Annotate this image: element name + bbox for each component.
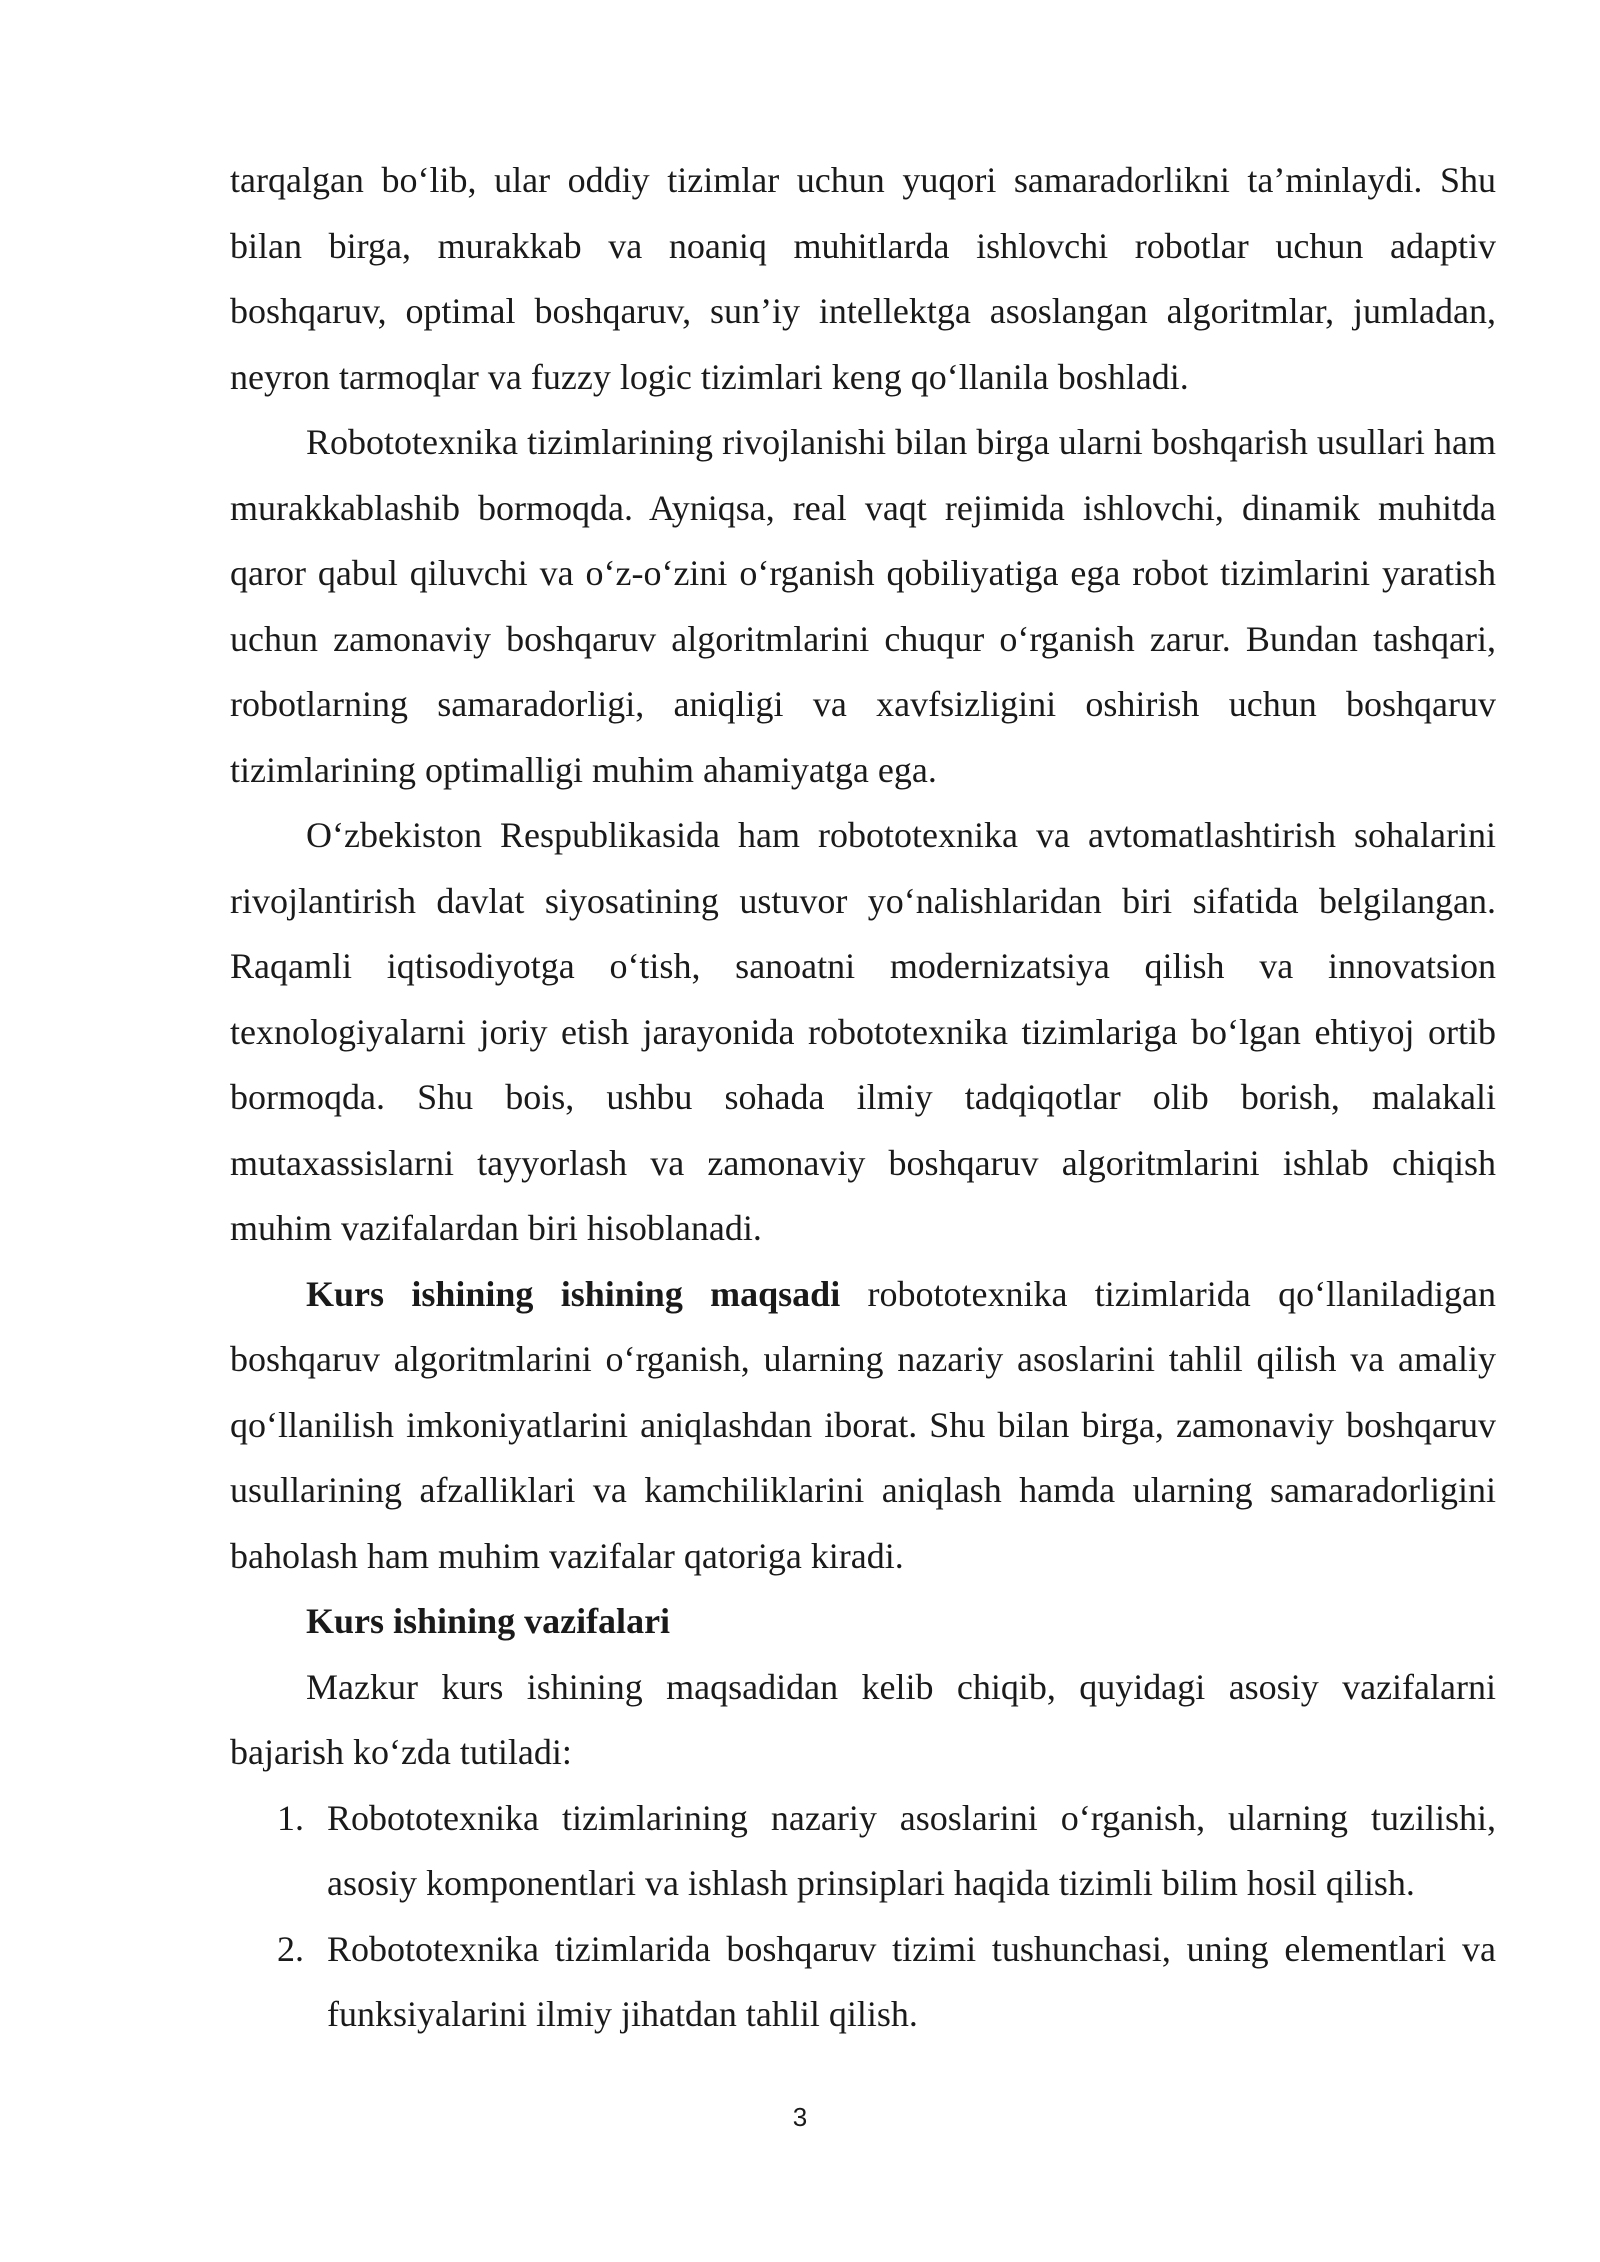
- paragraph-tasks-intro: Mazkur kurs ishining maqsadidan kelib chiqib, quyidagi asosiy vazifalarni bajarish ko‘zda tutiladi:: [230, 1666, 1496, 1772]
- list-item-number: 1.: [277, 1797, 304, 1838]
- course-goal-text: robototexnika tizimlarida qo‘llaniladigan boshqaruv algoritmlarini o‘rganish, ularning nazariy asoslarini tahlil qilish va amaliy qo‘llanilish imkoniyatlarini aniqlashdan iborat. Shu bilan birga, zamonaviy boshqaruv usullarining afzalliklari va kamchiliklarini aniqlash hamda ularning samaradorligini baholash ham muhim vazifalar qatoriga kiradi.: [230, 1273, 1496, 1576]
- paragraph-continuation: tarqalgan bo‘lib, ular oddiy tizimlar uchun yuqori samaradorlikni ta’minlaydi. Shu bilan birga, murakkab va noaniq muhitlarda ishlovchi robotlar uchun adaptiv boshqaruv, optimal boshqaruv, sun’iy intellektga asoslangan algoritmlar, jumladan, neyron tarmoqlar va fuzzy logic tizimlari keng qo‘llanila boshladi.: [230, 160, 1496, 397]
- list-item-number: 2.: [277, 1928, 304, 1969]
- page-number: 3: [792, 2102, 808, 2132]
- list-item-text: Robototexnika tizimlarining nazariy asoslarini o‘rganish, ularning tuzilishi, asosiy komponentlari va ishlash prinsiplari haqida tizimli bilim hosil qilish.: [327, 1797, 1496, 1903]
- course-goal-label: Kurs ishining ishining maqsadi: [306, 1273, 841, 1314]
- tasks-list: [230, 1786, 1496, 2048]
- page-content: [230, 148, 1496, 2048]
- paragraph-robotics-development: Robototexnika tizimlarining rivojlanishi bilan birga ularni boshqarish usullari ham murakkablashib bormoqda. Ayniqsa, real vaqt rejimida ishlovchi, dinamik muhitda qaror qabul qiluvchi va o‘z-o‘zini o‘rganish qobiliyatiga ega robot tizimlarini yaratish uchun zamonaviy boshqaruv algoritmlarini chuqur o‘rganish zarur. Bundan tashqari, robotlarning samaradorligi, aniqligi va xavfsizligini oshirish uchun boshqaruv tizimlarining optimalligi muhim ahamiyatga ega.: [230, 422, 1496, 790]
- list-item: [230, 1786, 1496, 1917]
- heading-course-tasks: Kurs ishining vazifalari: [306, 1601, 671, 1641]
- paragraph-course-goal: [230, 1262, 1496, 1590]
- list-item-text: Robototexnika tizimlarida boshqaruv tizimi tushunchasi, uning elementlari va funksiyalarini ilmiy jihatdan tahlil qilish.: [327, 1928, 1496, 2034]
- list-item: [230, 1917, 1496, 2048]
- paragraph-uzbekistan: O‘zbekiston Respublikasida ham robototexnika va avtomatlashtirish sohalarini rivojlantirish davlat siyosatining ustuvor yo‘nalishlaridan biri sifatida belgilangan. Raqamli iqtisodiyotga o‘tish, sanoatni modernizatsiya qilish va innovatsion texnologiyalarni joriy etish jarayonida robototexnika tizimlariga bo‘lgan ehtiyoj ortib bormoqda. Shu bois, ushbu sohada ilmiy tadqiqotlar olib borish, malakali mutaxassislarni tayyorlash va zamonaviy boshqaruv algoritmlarini ishlab chiqish muhim vazifalardan biri hisoblanadi.: [230, 815, 1496, 1248]
